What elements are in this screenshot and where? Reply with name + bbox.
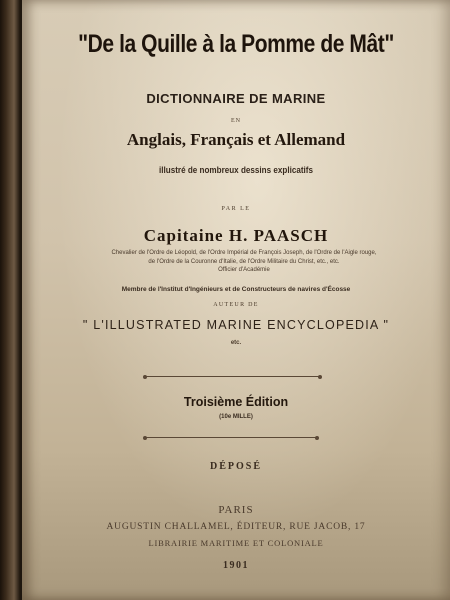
honors-line: Chevalier de l'Ordre de Léopold, de l'Ordre Impérial de François Joseph, de l'Ordre de l'Aigle rouge, bbox=[111, 250, 377, 256]
auteur-de-text: AUTEUR DE bbox=[213, 302, 259, 308]
lower-ornamental-rule bbox=[145, 437, 317, 438]
honors-line: de l'Ordre de la Couronne d'Italie, de l'Ordre Militaire du Christ, etc., etc. bbox=[148, 258, 340, 265]
publication-year: 1901 bbox=[223, 560, 249, 571]
en-text: EN bbox=[231, 118, 241, 124]
depose-text: DÉPOSÉ bbox=[209, 461, 262, 472]
mille-line: (10e MILLE) bbox=[219, 414, 253, 420]
book-title: "De la Quille à la Pomme de Mât" bbox=[78, 30, 394, 58]
membership-line: Membre de l'Institut d'Ingénieurs et de Constructeurs de navires d'Écosse bbox=[121, 286, 351, 293]
book-subtitle: DICTIONNAIRE DE MARINE bbox=[146, 91, 326, 106]
upper-ornamental-rule bbox=[145, 376, 320, 377]
illustrated-line: illustré de nombreux dessins explicatifs bbox=[159, 165, 313, 175]
etc-text: etc. bbox=[230, 340, 242, 346]
city-text: PARIS bbox=[218, 504, 254, 516]
languages-line: Anglais, Français et Allemand bbox=[126, 130, 346, 149]
par-le-text: PAR LE bbox=[221, 206, 251, 212]
author-name: Capitaine H. PAASCH bbox=[143, 226, 329, 245]
publisher-line: AUGUSTIN CHALLAMEL, ÉDITEUR, RUE JACOB, 17 bbox=[106, 522, 366, 532]
title-page bbox=[22, 0, 450, 600]
librairie-line: LIBRAIRIE MARITIME ET COLONIALE bbox=[148, 538, 324, 548]
honors-line: Officier d'Académie bbox=[218, 267, 270, 273]
author-honors bbox=[30, 249, 450, 275]
edition-line: Troisième Édition bbox=[183, 395, 289, 409]
encyclopedia-title: " L'ILLUSTRATED MARINE ENCYCLOPEDIA " bbox=[82, 318, 390, 332]
